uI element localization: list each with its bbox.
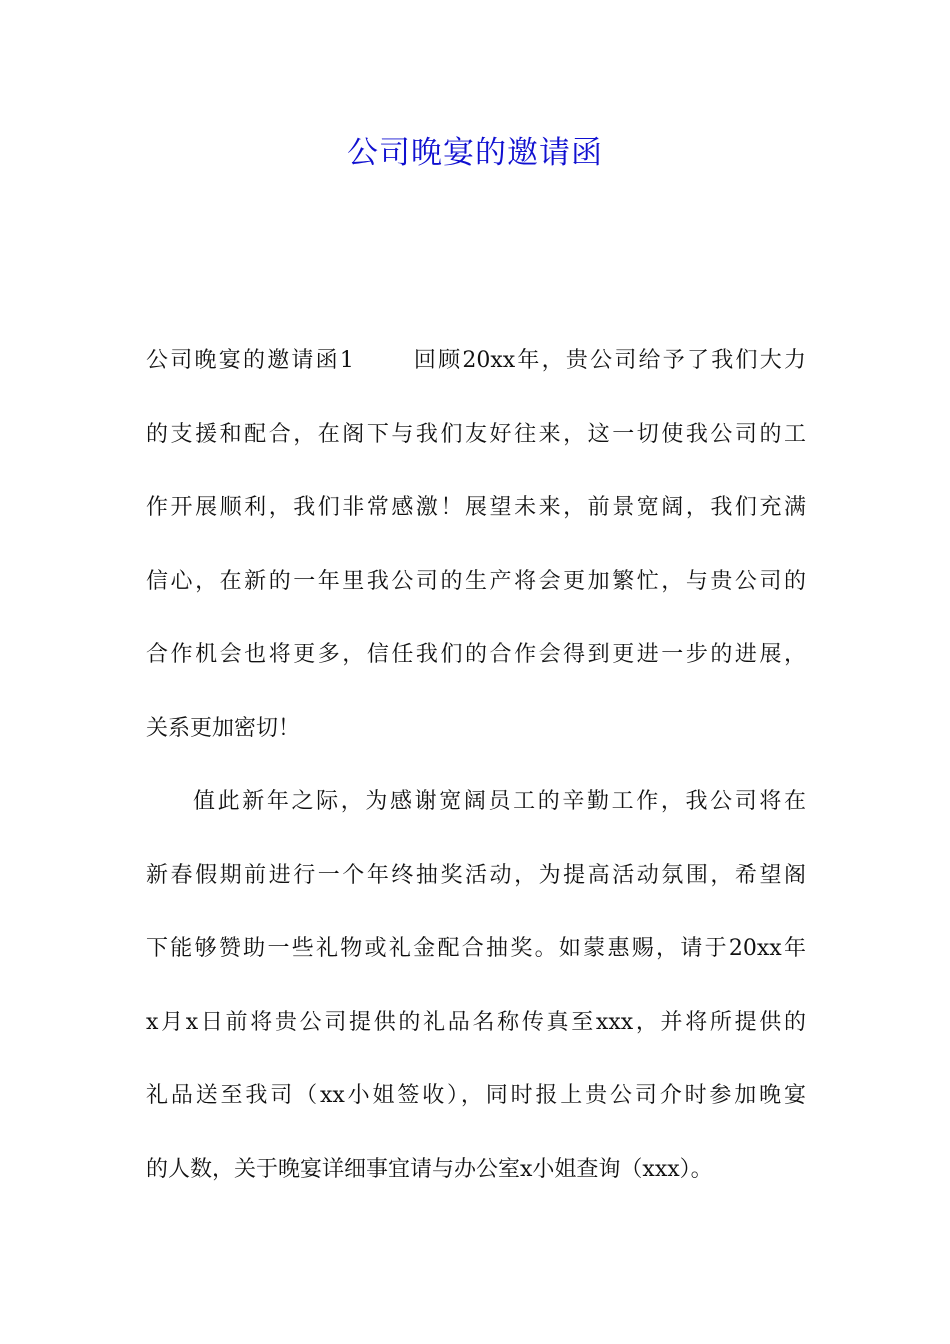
paragraph-line: 作开展顺利，我们非常感激！展望未来，前景宽阔，我们充满 bbox=[146, 495, 806, 520]
paragraph-line: 新春假期前进行一个年终抽奖活动，为提高活动氛围，希望阁 bbox=[146, 862, 806, 888]
paragraph-line: 礼品送至我司（xx小姐签收），同时报上贵公司介时参加晚宴 bbox=[146, 1083, 806, 1108]
paragraph-line: 下能够赞助一些礼物或礼金配合抽奖。如蒙惠赐，请于20xx年 bbox=[146, 936, 806, 961]
paragraph-line: 关系更加密切！ bbox=[146, 715, 301, 741]
paragraph-line: 公司晚宴的邀请函1 回顾20xx年，贵公司给予了我们大力 bbox=[146, 348, 806, 373]
document-body bbox=[146, 336, 806, 1218]
paragraph-line: 合作机会也将更多，信任我们的合作会得到更进一步的进展， bbox=[146, 642, 806, 667]
paragraph-2 bbox=[146, 777, 806, 1218]
paragraph-line: 的支援和配合，在阁下与我们友好往来，这一切使我公司的工 bbox=[146, 421, 806, 447]
document-title: 公司晚宴的邀请函 bbox=[347, 135, 603, 171]
paragraph-line: 值此新年之际，为感谢宽阔员工的辛勤工作，我公司将在 bbox=[193, 789, 806, 814]
paragraph-line: 信心，在新的一年里我公司的生产将会更加繁忙，与贵公司的 bbox=[146, 568, 806, 594]
paragraph-line: 的人数，关于晚宴详细事宜请与办公室x小姐查询（xxx）。 bbox=[146, 1156, 713, 1182]
paragraph-1 bbox=[146, 336, 806, 777]
paragraph-line: x月x日前将贵公司提供的礼品名称传真至xxx，并将所提供的 bbox=[146, 1009, 806, 1035]
